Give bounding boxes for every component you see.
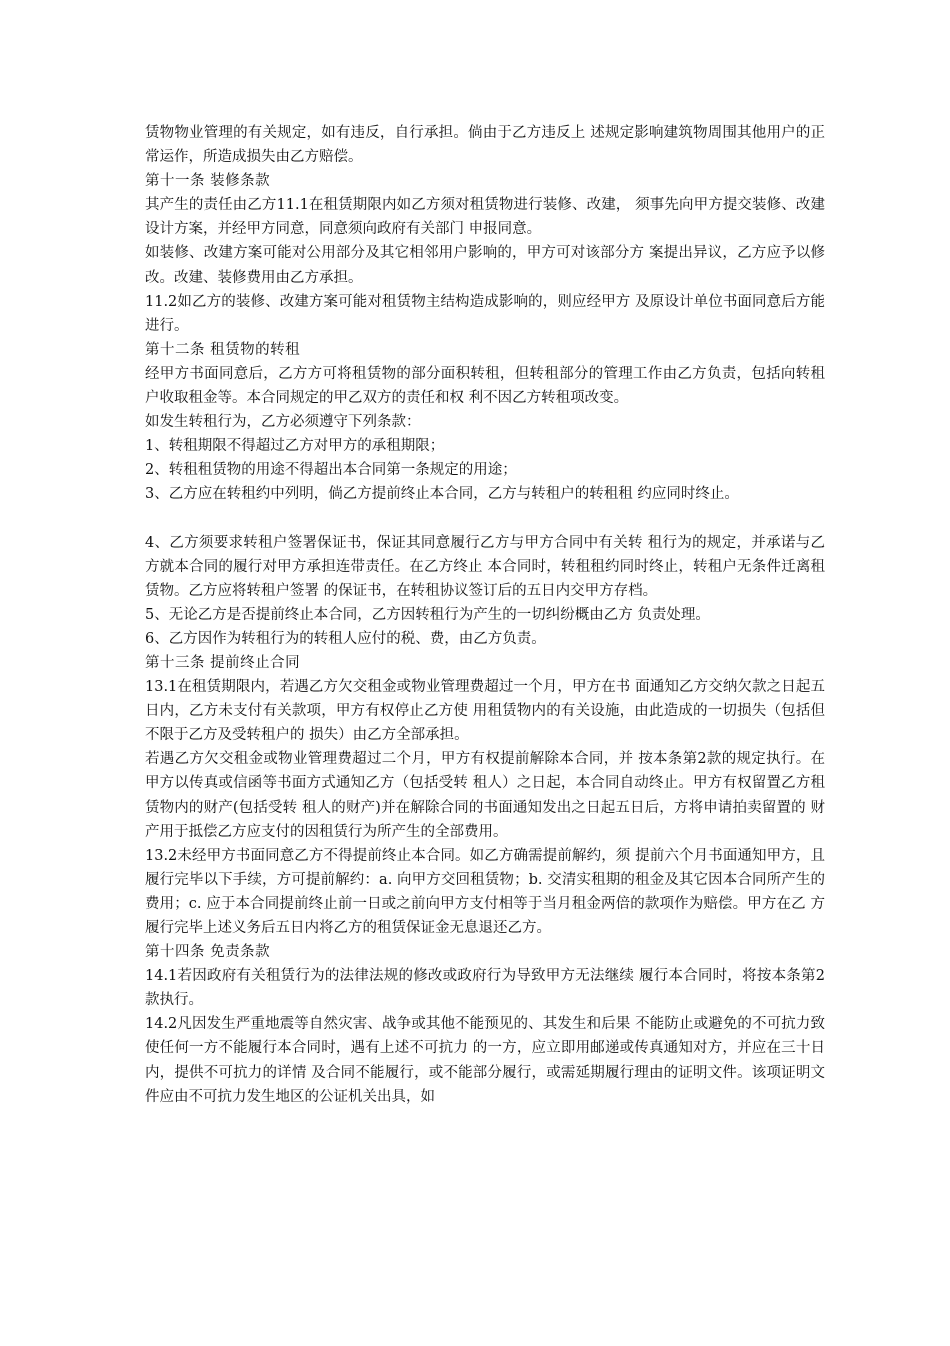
list-item-12-4: 4、乙方须要求转租户签署保证书，保证其同意履行乙方与甲方合同中有关转 租行为的规定，并承诺与乙方就本合同的履行对甲方承担连带责任。在乙方终止 本合同时，转租租约同时终止，转租户无条件迁离租赁物。乙方应将转租户签署 的保证书，在转租协议签订后的五日内交甲方存档。: [145, 534, 825, 599]
paragraph-14-2: 14.2凡因发生严重地震等自然灾害、战争或其他不能预见的、其发生和后果 不能防止或避免的不可抗力致使任何一方不能履行本合同时，遇有上述不可抗力 的一方，应立即用邮递或传真通知对方，并应在三十日内，提供不可抗力的详情 及合同不能履行，或不能部分履行，或需延期履行理由的证明文件。该项证明文 件应由不可抗力发生地区的公证机关出具，如: [145, 1016, 825, 1105]
list-item-12-3: 3、乙方应在转租约中列明，倘乙方提前终止本合同，乙方与转租户的转租租 约应同时终止。: [145, 486, 739, 503]
paragraph-11-2: 11.2如乙方的装修、改建方案可能对租赁物主结构造成影响的，则应经甲方 及原设计单位书面同意后方能进行。: [145, 293, 825, 334]
heading-article-12: 第十二条 租赁物的转租: [145, 341, 301, 358]
list-item-12-1: 1、转租期限不得超过乙方对甲方的承租期限；: [145, 438, 445, 455]
paragraph-12-intro: 经甲方书面同意后，乙方方可将租赁物的部分面积转租，但转租部分的管理工作由乙方负责，包括向转租户收取租金等。本合同规定的甲乙双方的责任和权 利不因乙方转租项改变。: [145, 365, 825, 407]
paragraph-14-1: 14.1若因政府有关租赁行为的法律法规的修改或政府行为导致甲方无法继续 履行本合同时，将按本条第2款执行。: [145, 968, 825, 1009]
paragraph-12-conditions: 如发生转租行为，乙方必须遵守下列条款：: [145, 414, 421, 431]
paragraph-13-2: 13.2未经甲方书面同意乙方不得提前终止本合同。如乙方确需提前解约，须 提前六个月书面通知甲方，且履行完毕以下手续，方可提前解约：a. 向甲方交回租赁物；b. 交清实租期的租金及其它因本合同所产生的费用；c. 应于本合同提前终止前一日或之前向甲方支付相等于当月租金两倍的款项作为赔偿。甲方在乙 方履行完毕上述义务后五日内将乙方的租赁保证金无息退还乙方。: [145, 847, 825, 936]
list-item-12-6: 6、乙方因作为转租行为的转租人应付的税、费，由乙方负责。: [145, 630, 546, 647]
paragraph-11-1: 其产生的责任由乙方11.1在租赁期限内如乙方须对租赁物进行装修、改建， 须事先向甲方提交装修、改建设计方案，并经甲方同意，同意须向政府有关部门 申报同意。: [145, 197, 825, 238]
heading-article-13: 第十三条 提前终止合同: [145, 654, 301, 671]
heading-article-11: 第十一条 装修条款: [145, 173, 271, 190]
document-page: [145, 121, 825, 1109]
paragraph-11-1-cont: 如装修、改建方案可能对公用部分及其它相邻用户影响的，甲方可对该部分方 案提出异议，乙方应予以修改。改建、装修费用由乙方承担。: [145, 245, 825, 286]
list-item-12-2: 2、转租租赁物的用途不得超出本合同第一条规定的用途；: [145, 462, 517, 479]
paragraph-gap: [145, 507, 825, 531]
list-item-12-5: 5、无论乙方是否提前终止本合同，乙方因转租行为产生的一切纠纷概由乙方 负责处理。: [145, 606, 710, 623]
paragraph-13-1-cont: 若遇乙方欠交租金或物业管理费超过二个月，甲方有权提前解除本合同，并 按本条第2款的规定执行。在甲方以传真或信函等书面方式通知乙方（包括受转 租人）之日起，本合同自动终止。甲方有权留置乙方租赁物内的财产(包括受转 租人的财产)并在解除合同的书面通知发出之日起五日后，方将申请拍卖留置的 财产用于抵偿乙方应支付的因租赁行为所产生的全部费用。: [145, 751, 825, 840]
paragraph-continuation: 赁物物业管理的有关规定，如有违反，自行承担。倘由于乙方违反上 述规定影响建筑物周围其他用户的正常运作，所造成损失由乙方赔偿。: [145, 125, 825, 166]
paragraph-13-1: 13.1在租赁期限内，若遇乙方欠交租金或物业管理费超过一个月，甲方在书 面通知乙方交纳欠款之日起五日内，乙方未支付有关款项，甲方有权停止乙方使 用租赁物内的有关设施，由此造成的一切损失（包括但不限于乙方及受转租户的 损失）由乙方全部承担。: [145, 679, 825, 744]
heading-article-14: 第十四条 免责条款: [145, 944, 271, 961]
